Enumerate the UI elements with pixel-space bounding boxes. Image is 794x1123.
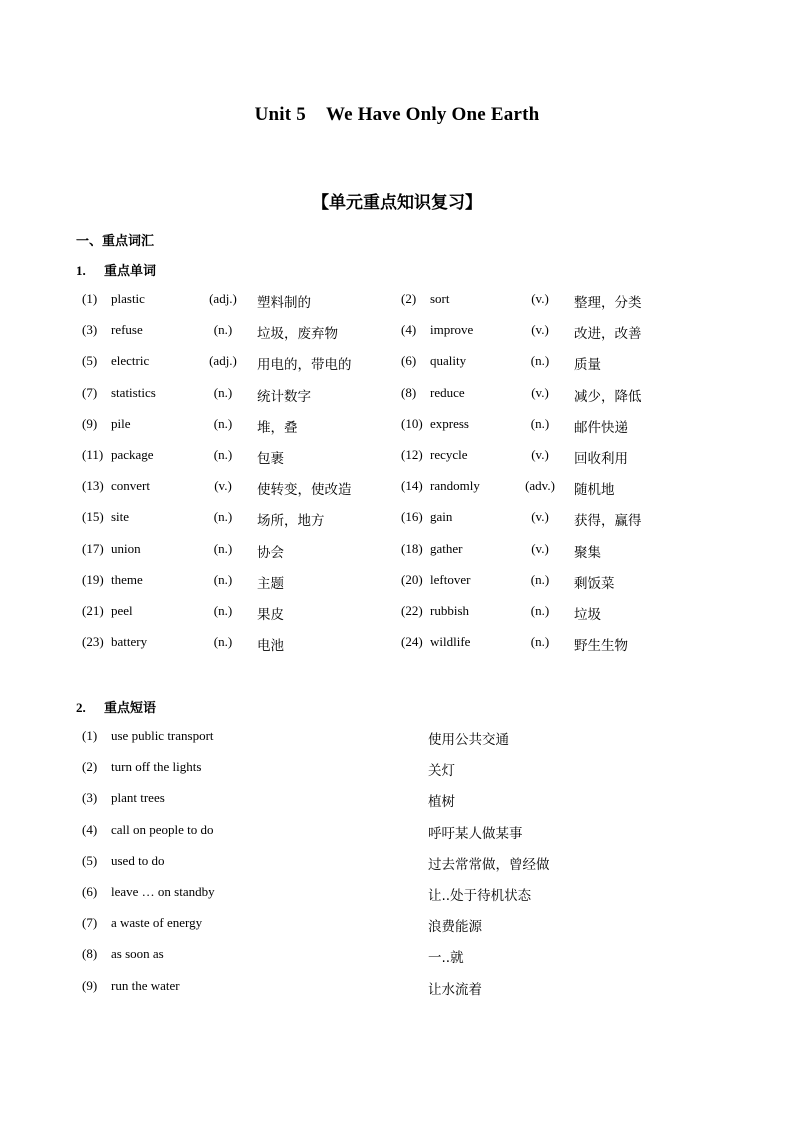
word-english: express bbox=[430, 415, 469, 431]
word-number: (23) bbox=[82, 634, 104, 650]
word-number: (15) bbox=[82, 509, 104, 525]
word-meaning: 减少，降低 bbox=[574, 388, 642, 405]
phrase-number: (7) bbox=[82, 915, 98, 931]
word-english: convert bbox=[111, 478, 150, 494]
word-row bbox=[0, 541, 794, 561]
word-number: (17) bbox=[82, 540, 104, 556]
word-number: (22) bbox=[401, 603, 423, 618]
word-number: (21) bbox=[82, 603, 104, 618]
word-meaning: 电池 bbox=[257, 638, 284, 655]
word-part-of-speech: (n.) bbox=[213, 603, 233, 618]
word-english: battery bbox=[111, 634, 148, 650]
phrase-number: (6) bbox=[82, 884, 98, 899]
phrase-chinese: 过去常常做，曾经做 bbox=[428, 856, 550, 873]
word-meaning: 获得，赢得 bbox=[574, 513, 642, 530]
phrase-number: (5) bbox=[82, 852, 98, 868]
unit-name: We Have Only One Earth bbox=[325, 104, 540, 125]
word-english: peel bbox=[111, 603, 133, 618]
word-meaning: 回收利用 bbox=[574, 451, 628, 467]
word-meaning: 塑料制的 bbox=[257, 295, 311, 311]
word-english: wildlife bbox=[430, 634, 471, 650]
phrase-chinese: 让..处于待机状态 bbox=[428, 888, 532, 904]
word-part-of-speech: (n.) bbox=[213, 509, 233, 525]
phrase-english: call on people to do bbox=[111, 821, 214, 837]
word-meaning: 整理，分类 bbox=[574, 295, 642, 311]
phrase-number: (4) bbox=[82, 821, 98, 837]
word-english: sort bbox=[430, 291, 450, 306]
phrase-row bbox=[0, 884, 794, 904]
heading-key-phrases bbox=[76, 697, 156, 716]
word-meaning: 统计数字 bbox=[257, 388, 311, 405]
word-english: quality bbox=[430, 353, 467, 369]
page-title bbox=[0, 104, 794, 126]
word-row bbox=[0, 291, 794, 311]
word-number: (20) bbox=[401, 571, 423, 587]
word-part-of-speech: (v.) bbox=[214, 478, 232, 494]
word-part-of-speech: (adj.) bbox=[209, 291, 237, 306]
word-part-of-speech: (n.) bbox=[530, 603, 550, 618]
word-part-of-speech: (n.) bbox=[213, 415, 233, 431]
phrase-row bbox=[0, 915, 794, 935]
word-meaning: 垃圾 bbox=[574, 607, 601, 623]
word-part-of-speech: (v.) bbox=[531, 509, 549, 525]
word-english: pile bbox=[111, 415, 131, 431]
word-english: union bbox=[111, 540, 141, 556]
phrase-chinese: 使用公共交通 bbox=[428, 732, 509, 748]
word-part-of-speech: (n.) bbox=[530, 353, 550, 369]
word-part-of-speech: (v.) bbox=[531, 540, 549, 556]
word-meaning: 堆，叠 bbox=[257, 419, 298, 436]
phrase-english: used to do bbox=[111, 852, 165, 868]
phrase-row bbox=[0, 946, 794, 966]
word-number: (3) bbox=[82, 322, 98, 338]
word-meaning: 改进，改善 bbox=[574, 326, 642, 343]
word-meaning: 剩饭菜 bbox=[574, 575, 615, 592]
word-part-of-speech: (n.) bbox=[530, 634, 550, 650]
word-number: (6) bbox=[401, 353, 417, 369]
word-number: (14) bbox=[401, 478, 423, 494]
phrase-number: (9) bbox=[82, 977, 98, 993]
phrase-number: (2) bbox=[82, 759, 98, 775]
word-number: (10) bbox=[401, 415, 423, 431]
word-row bbox=[0, 447, 794, 467]
word-row bbox=[0, 572, 794, 592]
heading-key-words bbox=[76, 260, 156, 279]
word-meaning: 使转变，使改造 bbox=[257, 482, 352, 499]
word-meaning: 用电的，带电的 bbox=[257, 357, 352, 374]
phrase-row bbox=[0, 759, 794, 779]
word-number: (19) bbox=[82, 571, 104, 587]
word-english: site bbox=[111, 509, 130, 525]
phrase-number: (1) bbox=[82, 728, 98, 743]
word-part-of-speech: (v.) bbox=[531, 322, 549, 338]
word-row bbox=[0, 416, 794, 436]
word-row bbox=[0, 509, 794, 529]
word-english: plastic bbox=[111, 291, 145, 306]
word-english: recycle bbox=[430, 447, 468, 462]
word-english: refuse bbox=[111, 322, 143, 338]
word-part-of-speech: (n.) bbox=[213, 322, 233, 338]
unit-number: Unit 5 bbox=[254, 104, 306, 125]
word-part-of-speech: (v.) bbox=[531, 291, 549, 306]
word-row bbox=[0, 322, 794, 342]
word-meaning: 聚集 bbox=[574, 544, 601, 561]
word-number: (24) bbox=[401, 634, 423, 650]
phrase-chinese: 植树 bbox=[428, 794, 455, 811]
word-number: (1) bbox=[82, 291, 98, 306]
heading-number: 2. bbox=[76, 700, 86, 715]
word-meaning: 野生生物 bbox=[574, 638, 628, 655]
word-english: leftover bbox=[430, 571, 471, 587]
word-part-of-speech: (v.) bbox=[531, 384, 549, 400]
phrase-row bbox=[0, 853, 794, 873]
heading-label: 重点短语 bbox=[104, 701, 157, 716]
word-english: reduce bbox=[430, 384, 465, 400]
phrase-english: use public transport bbox=[111, 728, 214, 743]
phrase-chinese: 让水流着 bbox=[428, 981, 482, 998]
phrase-row bbox=[0, 822, 794, 842]
word-number: (7) bbox=[82, 384, 98, 400]
word-row bbox=[0, 478, 794, 498]
word-part-of-speech: (n.) bbox=[530, 571, 550, 587]
word-number: (5) bbox=[82, 353, 98, 369]
word-part-of-speech: (n.) bbox=[213, 571, 233, 587]
word-english: theme bbox=[111, 571, 143, 587]
word-english: package bbox=[111, 447, 154, 462]
word-english: gather bbox=[430, 540, 463, 556]
phrase-row bbox=[0, 978, 794, 998]
phrase-chinese: 呼吁某人做某事 bbox=[428, 825, 523, 842]
word-english: randomly bbox=[430, 478, 480, 494]
word-meaning: 果皮 bbox=[257, 607, 284, 623]
word-meaning: 随机地 bbox=[574, 482, 615, 499]
word-english: statistics bbox=[111, 384, 156, 400]
phrase-english: as soon as bbox=[111, 946, 164, 962]
word-part-of-speech: (adv.) bbox=[525, 478, 555, 494]
word-meaning: 邮件快递 bbox=[574, 419, 628, 436]
word-meaning: 垃圾，废弃物 bbox=[257, 326, 338, 343]
word-meaning: 质量 bbox=[574, 357, 601, 374]
word-english: electric bbox=[111, 353, 150, 369]
phrase-row bbox=[0, 790, 794, 810]
word-part-of-speech: (n.) bbox=[213, 634, 233, 650]
phrase-chinese: 关灯 bbox=[428, 763, 455, 780]
section-subtitle: 【单元重点知识复习】 bbox=[312, 193, 482, 213]
phrase-row bbox=[0, 728, 794, 748]
phrase-english: run the water bbox=[111, 977, 180, 993]
phrase-number: (8) bbox=[82, 946, 98, 962]
word-number: (11) bbox=[82, 447, 104, 462]
word-number: (12) bbox=[401, 447, 423, 462]
word-english: rubbish bbox=[430, 603, 469, 618]
word-number: (8) bbox=[401, 384, 417, 400]
word-part-of-speech: (v.) bbox=[531, 447, 549, 462]
word-number: (16) bbox=[401, 509, 423, 525]
word-row bbox=[0, 385, 794, 405]
heading-key-vocabulary: 一、重点词汇 bbox=[76, 234, 155, 249]
word-number: (9) bbox=[82, 415, 98, 431]
phrase-chinese: 一..就 bbox=[428, 950, 464, 967]
word-number: (13) bbox=[82, 478, 104, 494]
phrase-chinese: 浪费能源 bbox=[428, 919, 482, 936]
word-row bbox=[0, 634, 794, 654]
phrase-english: turn off the lights bbox=[111, 759, 202, 775]
phrase-english: plant trees bbox=[111, 790, 165, 806]
word-part-of-speech: (n.) bbox=[213, 384, 233, 400]
word-english: improve bbox=[430, 322, 474, 338]
word-part-of-speech: (n.) bbox=[530, 415, 550, 431]
heading-label: 重点单词 bbox=[104, 264, 157, 279]
phrase-english: a waste of energy bbox=[111, 915, 203, 931]
word-meaning: 协会 bbox=[257, 544, 284, 561]
word-meaning: 主题 bbox=[257, 575, 284, 592]
word-number: (18) bbox=[401, 540, 423, 556]
word-row bbox=[0, 353, 794, 373]
word-english: gain bbox=[430, 509, 453, 525]
phrase-english: leave … on standby bbox=[111, 884, 215, 899]
word-meaning: 包裹 bbox=[257, 451, 284, 467]
word-part-of-speech: (adj.) bbox=[209, 353, 237, 369]
heading-number: 1. bbox=[76, 263, 86, 278]
word-part-of-speech: (n.) bbox=[213, 540, 233, 556]
phrase-number: (3) bbox=[82, 790, 98, 806]
word-part-of-speech: (n.) bbox=[213, 447, 233, 462]
word-row bbox=[0, 603, 794, 623]
word-number: (4) bbox=[401, 322, 417, 338]
word-number: (2) bbox=[401, 291, 417, 306]
word-meaning: 场所，地方 bbox=[257, 513, 325, 530]
